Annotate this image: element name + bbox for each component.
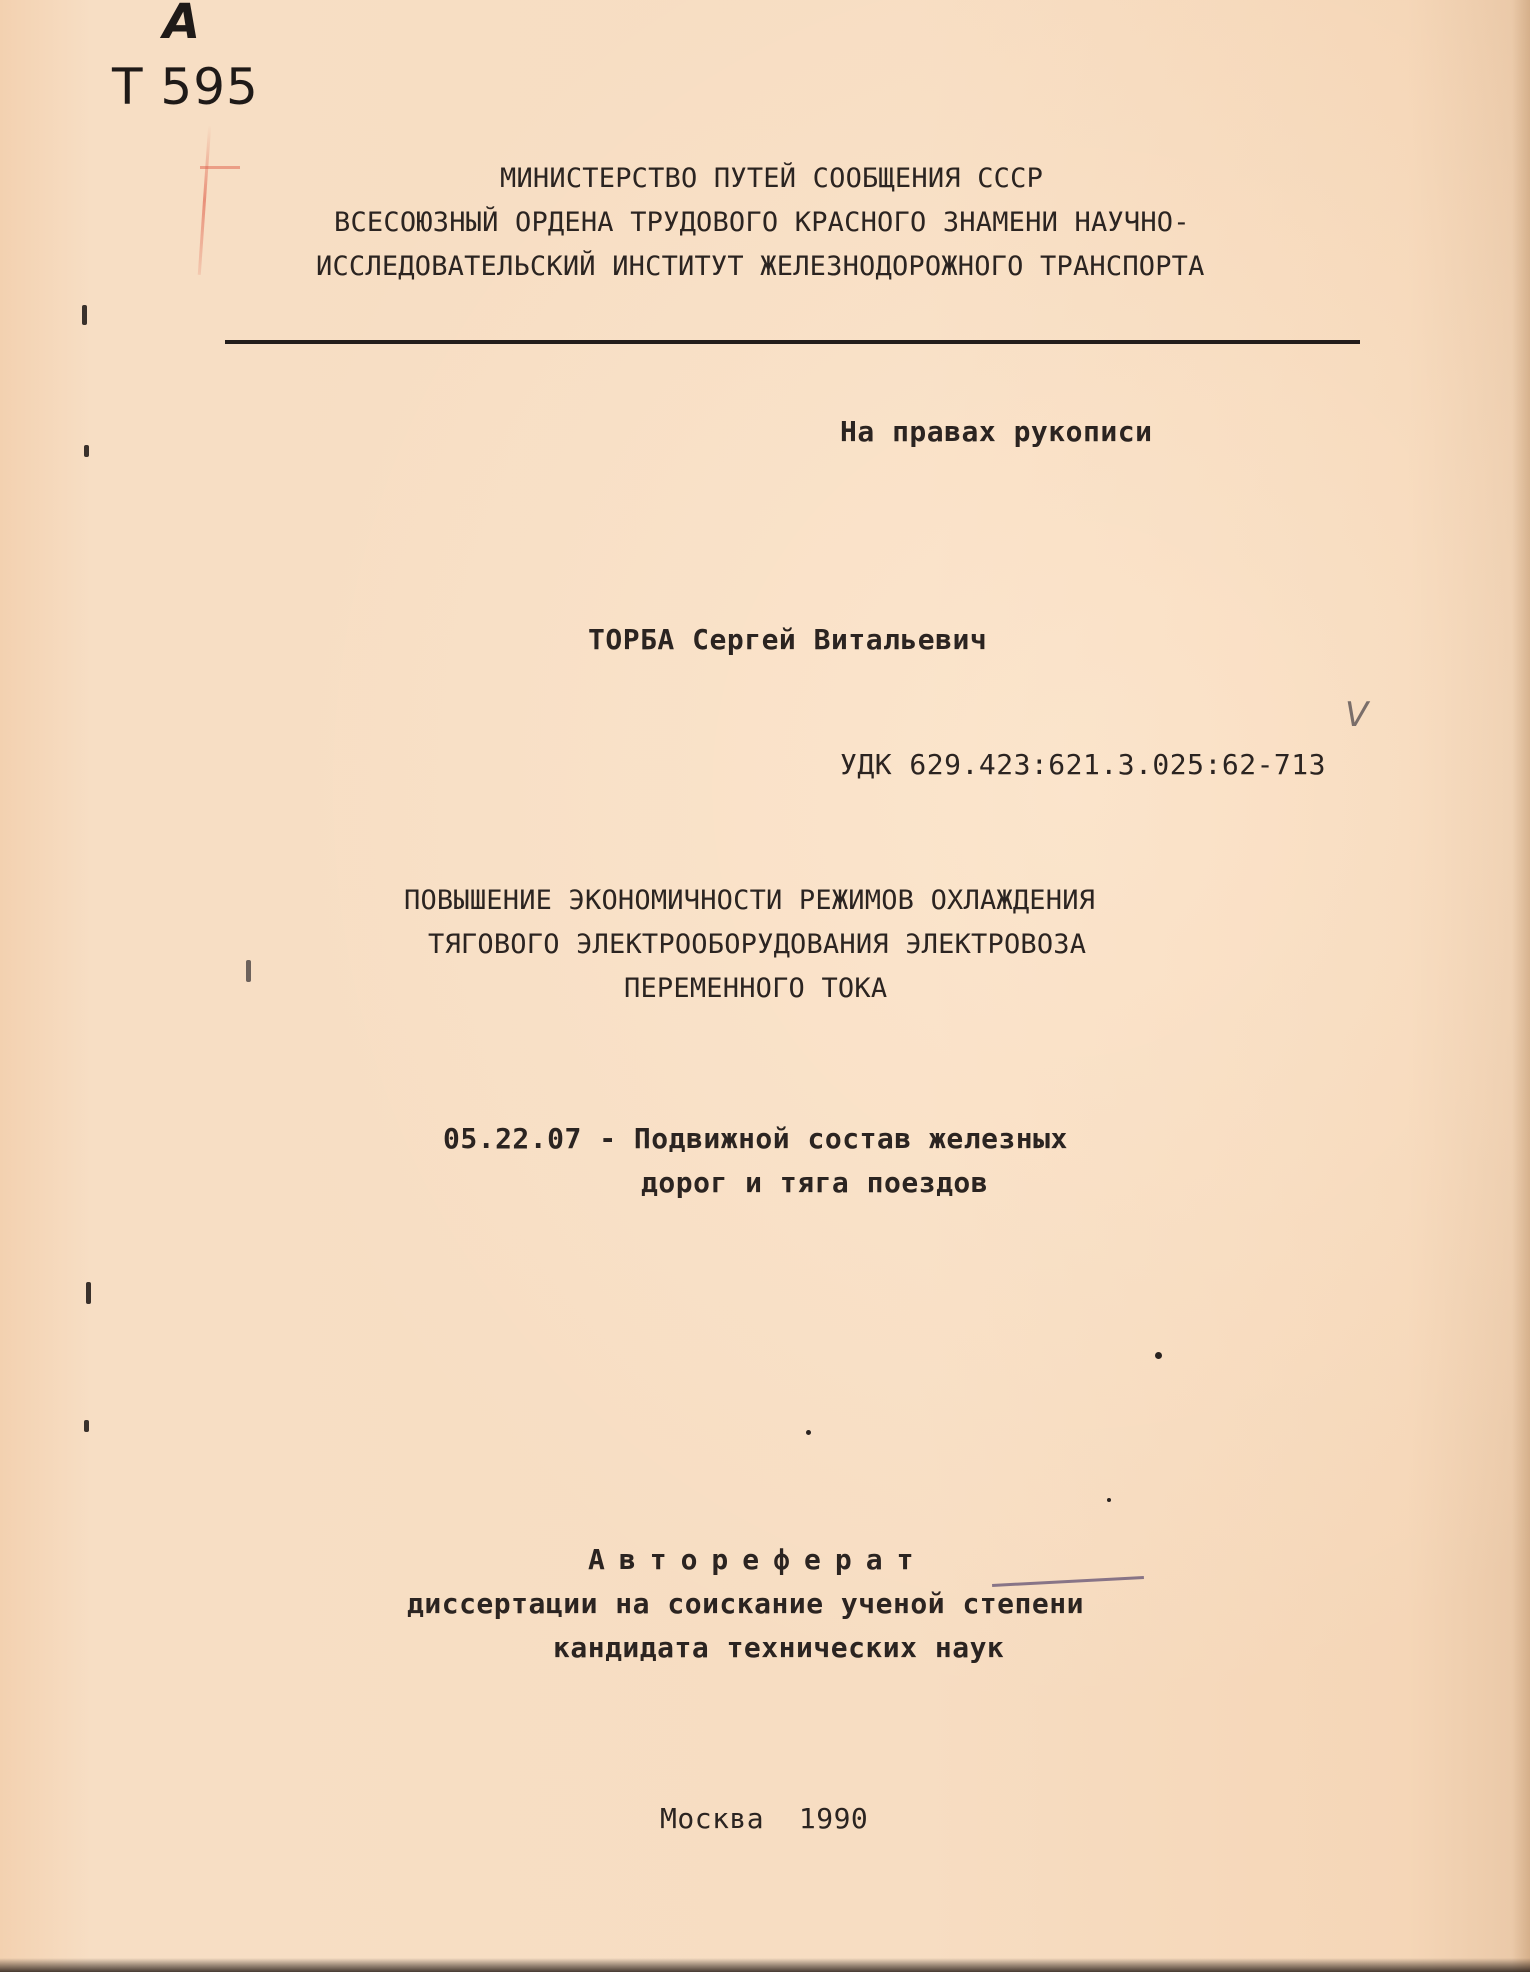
specialty-line2: дорог и тяга поездов: [641, 1166, 989, 1199]
title-line3: ПЕРЕМЕННОГО ТОКА: [624, 973, 888, 1004]
page-bottom-shadow: [0, 1958, 1530, 1972]
paper-speck: [806, 1430, 811, 1435]
place-and-year: Москва 1990: [660, 1802, 869, 1835]
red-pencil-mark: [198, 125, 211, 275]
binder-hole-mark: [84, 445, 89, 457]
specialty-line1: 05.22.07 - Подвижной состав железных: [443, 1122, 1068, 1155]
title-line2: ТЯГОВОГО ЭЛЕКТРООБОРУДОВАНИЯ ЭЛЕКТРОВОЗА: [428, 929, 1087, 960]
binder-hole-mark: [246, 960, 251, 982]
manuscript-note: На правах рукописи: [840, 415, 1153, 448]
title-line1: ПОВЫШЕНИЕ ЭКОНОМИЧНОСТИ РЕЖИМОВ ОХЛАЖДЕНИЯ: [404, 885, 1096, 916]
paper-speck: [1155, 1352, 1162, 1359]
udk-code: УДК 629.423:621.3.025:62-713: [840, 748, 1327, 781]
header-institute-line1: ВСЕСОЮЗНЫЙ ОРДЕНА ТРУДОВОГО КРАСНОГО ЗНАМЕНИ НАУЧНО-: [334, 207, 1190, 238]
binder-hole-mark: [84, 1420, 89, 1432]
paper-speck: [1107, 1498, 1111, 1502]
handwritten-catalog-code: Т 595: [112, 58, 259, 116]
author-name: ТОРБА Сергей Витальевич: [588, 623, 988, 656]
page-edge-shadow: [1512, 0, 1530, 1972]
handwritten-letter: А: [163, 0, 201, 50]
abstract-label: Автореферат: [588, 1543, 928, 1576]
purple-pen-mark: [992, 1576, 1144, 1587]
abstract-degree-line1: диссертации на соискание ученой степени: [407, 1587, 1084, 1620]
header-institute-line2: ИССЛЕДОВАТЕЛЬСКИЙ ИНСТИТУТ ЖЕЛЕЗНОДОРОЖНОГО ТРАНСПОРТА: [316, 251, 1205, 282]
red-pencil-tick: [200, 166, 240, 169]
binder-hole-mark: [86, 1282, 91, 1304]
header-divider: [225, 340, 1360, 344]
abstract-degree-line2: кандидата технических наук: [553, 1631, 1005, 1664]
header-ministry: МИНИСТЕРСТВО ПУТЕЙ СООБЩЕНИЯ СССР: [500, 163, 1044, 194]
binder-hole-mark: [82, 305, 87, 325]
handwritten-check-mark: V: [1345, 695, 1369, 735]
